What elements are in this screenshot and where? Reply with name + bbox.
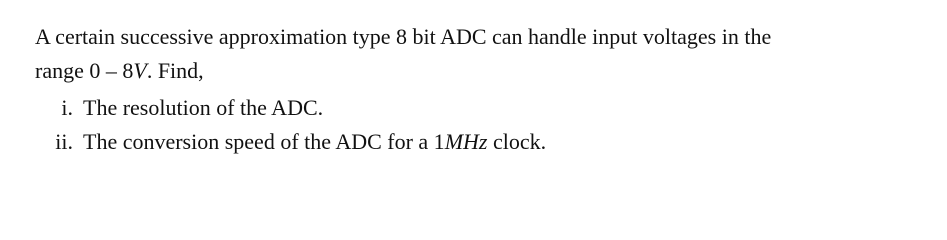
stem-line-2 xyxy=(35,54,925,88)
sub-question-item xyxy=(35,125,925,159)
item-text: The resolution of the ADC. xyxy=(83,95,324,120)
stem-line-1: A certain successive approximation type 8 bit ADC can handle input voltages in the xyxy=(35,24,772,49)
item-text: The conversion speed of the ADC for a 1 xyxy=(83,129,445,154)
item-text-wrapper xyxy=(83,125,546,159)
find-text: . Find, xyxy=(146,58,204,83)
question-stem xyxy=(35,20,925,88)
item-numeral: i. xyxy=(61,95,73,120)
voltage-unit: V xyxy=(133,58,147,83)
sub-question-list xyxy=(35,91,925,159)
item-suffix: clock. xyxy=(487,129,547,154)
range-text: range 0 – 8 xyxy=(35,58,134,83)
item-numeral: ii. xyxy=(55,129,73,154)
frequency-unit: MHz xyxy=(444,129,488,154)
question-block xyxy=(35,20,925,159)
sub-question-item xyxy=(35,91,925,125)
